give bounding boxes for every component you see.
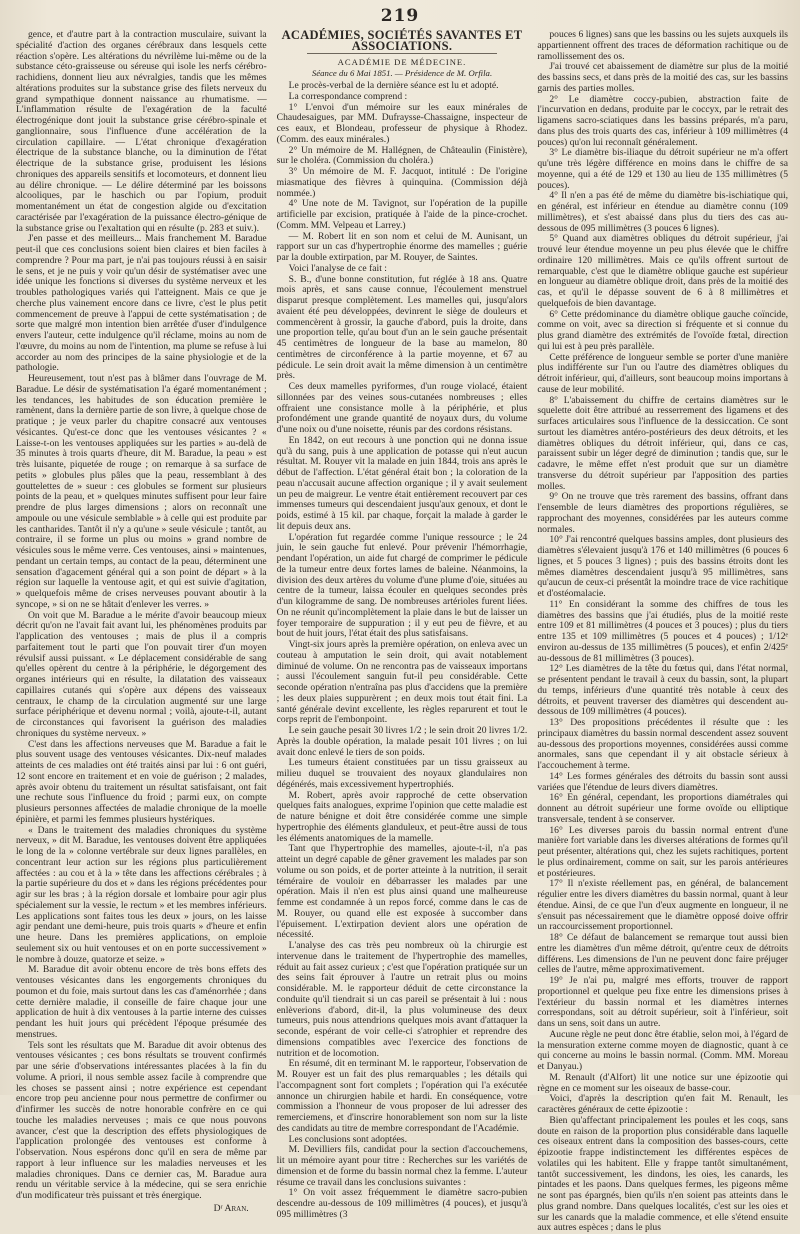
paragraph: 2° Le diamètre coccy-pubien, abstraction faite de l'incurvation en dedans, produite par le coccyx, par le retrait des ligamens sacro-sciatiques dans les bassins préparés, m'a paru, dans plus des trois quarts des cas, inférieur à 109 millimètres (4 pouces) qu'on lui reconnaît généralement.	[537, 93, 789, 148]
session-line: Séance du 6 Mai 1851. — Présidence de M. Orfila.	[311, 68, 493, 79]
right-column	[537, 29, 789, 1234]
paragraph: Ces deux mamelles pyriformes, d'un rouge violacé, étaient sillonnées par des veines sous-cutanées nombreuses ; elles offraient une consistance molle à la périphérie, et plus profondément une grande quantité de noyaux durs, du volume d'une noix ou d'une noisette, réunis par des cordons résistans.	[276, 381, 528, 435]
paragraph: 13° Des propositions précédentes il résulte que : les principaux diamètres du bassin normal descendent assez souvent au-dessous des proportions moyennes, considérées aussi comme anormales, sans que cependant il y ait obstacle sérieux à l'accouchement à terme.	[537, 717, 789, 771]
middle-column	[276, 28, 528, 1220]
paragraph: Le procès-verbal de la dernière séance est lu et adopté.	[288, 80, 499, 91]
paragraph: Voici, d'après la description qu'en fait M. Renault, les caractères généraux de cette épizootie :	[537, 1093, 789, 1115]
paragraph: L'analyse des cas très peu nombreux où la chirurgie est intervenue dans le traitement de l'hypertrophie des mamelles, réduit au fait assez curieux ; c'est que l'opération pratiquée sur un des seins fait éprouver à l'autre un retrait plus ou moins considérable. M. le rapporteur déduit de cette circonstance la conduite qu'il tiendrait si un cas pareil se présentait à lui : nous enlèverions d'abord, dit-il, la plus volumineuse des deux tumeurs, puis nous attendrions quelques mois avant d'attaquer la seconde, espérant de voir celle-ci s'atrophier et reprendre des dimensions compatibles avec l'exercice des fonctions de nutrition et de locomotion.	[276, 940, 528, 1059]
paragraph: Les tumeurs étaient constituées par un tissu graisseux au milieu duquel se trouvaient des noyaux glandulaires non dégénérés, mais excessivement hypertrophiés.	[276, 757, 528, 790]
paragraph: 4° Il n'en a pas été de même du diamètre bis-ischiatique qui, en général, est inférieur en étendue au diamètre connu (109 millimètres), et s'est abaissé dans plus du tiers des cas au-dessous de 095 millimètres (3 pouces 6 lignes).	[537, 190, 789, 234]
paragraph: La correspondance comprend :	[288, 90, 408, 102]
paragraph: Aucune règle ne peut donc être établie, selon moi, à l'égard de la mensuration externe comme moyen de diagnostic, quant à ce qui concerne au moins le bassin normal. (Comm. MM. Moreau et Danyau.)	[537, 1028, 789, 1072]
paragraph: Heureusement, tout n'est pas à blâmer dans l'ouvrage de M. Baradue. Le désir de systématisation l'a égaré momentanément ; les tendances, les habitudes de son éducation première le ramènent, dans la dernière partie de son livre, à quelque chose de pratique ; je veux parler du chapitre consacré aux ventouses vésicantes. Qu'est-ce donc que les ventouses vésicantes ? « Laisse-t-on les ventouses appliquées sur les parties » au-delà de 35 minutes à trois quarts d'heure, dit M. Baradue, la peau » est très luisante, piquetée de rouge ; on remarque à sa surface de petits » globules plus pâles que la peau, ressemblant à des gouttelettes de » sueur : ces globules se forment sur plusieurs points de la peau, et » quelques minutes suffisent pour leur faire prendre de plus larges dimensions ; alors on reconnaît une ampoule ou une vésicule semblable » à celle qui est produite par les cantharides. Tantôt il n'y a qu'une » seule vésicule ; tantôt, au contraire, il se forme un plus ou moins » grand nombre de vésicules sous le même verre. Ces ventouses, ainsi » maintenues, pendant un certain temps, au contact de la peau, déterminent une sensation d'agacement général qui a son point de départ » à la région sur laquelle la ventouse agit, et qui est suivie d'agitation, » quelquefois même de crises nerveuses pouvant aboutir à la syncope, » si on ne se hâtait d'enlever les verres. »	[16, 373, 267, 610]
paragraph: Tels sont les résultats que M. Baradue dit avoir obtenus des ventouses vésicantes ; ces bons résultats se trouvent confirmés par une série d'observations intéressantes placées à la fin du volume. A priori, il nous semble assez facile à comprendre que les choses se passent ainsi ; notre expérience est cependant encore trop peu ancienne pour nous permettre de confirmer ou d'infirmer les succès de notre honorable confrère en ce qui touche les maladies nerveuses ; mais ce que nous pouvons avancer, c'est que la description des effets physiologiques de l'application prolongée des ventouses est conforme à l'observation. Nous espérons donc qu'il en sera de même par rapport à leur influence sur les maladies nerveuses et les maladies chroniques. Dans ce dernier cas, M. Baradue aura rendu un véritable service à la médecine, qui se sera enrichie d'un modificateur très puissant et très énergique.	[16, 1039, 267, 1201]
paragraph: Cette préférence de longueur semble se porter d'une manière plus indifférente sur l'un ou l'autre des diamètres obliques du détroit inférieur, qui, d'ailleurs, sont beaucoup moins importans à cause de leur mobilité.	[537, 351, 789, 395]
paragraph: 4° Une note de M. Tavignot, sur l'opération de la pupille artificielle par excision, pratiquée à l'aide de la pince-crochet. (Comm. MM. Velpeau et Larrey.)	[276, 198, 528, 231]
left-column	[16, 29, 267, 1214]
author-signature: Dʳ Aran.	[213, 1202, 249, 1214]
paragraph: Les conclusions sont adoptées.	[288, 1133, 407, 1145]
paragraph: M. Baradue dit avoir obtenu encore de très bons effets des ventouses vésicantes dans les engorgements chroniques du poumon et du foie, mais surtout dans les cas d'aménorrhée ; dans cette dernière maladie, il conseille de faire chaque jour une application de huit à dix ventouses à la partie interne des cuisses pendant les huit jours qui précèdent l'époque présumée des menstrues.	[16, 964, 267, 1040]
paragraph: 10° J'ai rencontré quelques bassins amples, dont plusieurs des diamètres s'élevaient jusqu'à 176 et 140 millimètres (6 pouces 6 lignes, et 5 pouces 3 lignes) ; puis des bassins étroits dont les mêmes diamètres descendaient jusqu'à 95 millimètres, sans qu'aucun de ceux-ci présentât la moindre trace de vice rachitique et d'ostéomalacie.	[537, 534, 789, 599]
paragraph: Voici l'analyse de ce fait :	[288, 262, 387, 274]
paragraph: M. Devilliers fils, candidat pour la section d'accouchemens, lit un mémoire ayant pour titre : Recherches sur les variétés de dimension et de forme du bassin normal chez la femme. L'auteur résume ce travail dans les conclusions suivantes :	[276, 1144, 528, 1188]
page-number: 219	[380, 6, 420, 26]
paragraph: 9° On ne trouve que très rarement des bassins, offrant dans l'ensemble de leurs diamètres des proportions régulières, se rapprochant des moyennes, considérées par les auteurs comme normales.	[537, 491, 789, 535]
paragraph: 16° Les diverses parois du bassin normal entrent d'une manière fort variable dans les diverses altérations de formes qu'il peut présenter, altérations qui, chez les sujets rachitiques, portent le plus ordinairement, comme on sait, sur les parois antérieures et postérieures.	[537, 824, 789, 879]
paragraph: « Dans le traitement des maladies chroniques du système nerveux, » dit M. Baradue, les ventouses doivent être appliquées le long de la » colonne vertébrale sur deux lignes parallèles, en concentrant leur action sur les régions plus particulièrement affectées : au cou et à la » tête dans les affections cérébrales ; à la partie supérieure du dos et » dans les régions précédentes pour agir sur les bras ; à la région dorsale et lombaire pour agir plus spécialement sur la vessie, le rectum » et les membres inférieurs. Les applications sont faites tous les deux » jours, on les laisse agir pendant une demi-heure, puis trois quarts » d'heure et enfin une heure. Dans les premières applications, on emploie seulement six ou huit ventouses et on en porte successivement » le nombre à douze, quatorze et seize. »	[16, 824, 267, 965]
paragraph: Tant que l'hypertrophie des mamelles, ajoute-t-il, n'a pas atteint un degré capable de gêner gravement les malades par son volume ou son poids, et de porter atteinte à la nutrition, il serait téméraire de vouloir en débarrasser les malades par une opération. Mais il n'en est plus ainsi quand une malheureuse femme est condamnée à un repos forcé, comme dans le cas de M. Rouyer, ou quand elle est exposée à succomber dans l'épuisement. L'extirpation devient alors une opération de nécessité.	[276, 843, 528, 941]
paragraph: 16° En général, cependant, les proportions diamétrales qui donnent au détroit supérieur une forme ovoïde ou elliptique transversale, tendent à se conserver.	[537, 792, 789, 825]
paragraph: Bien qu'affectant principalement les poules et les coqs, sans doute en raison de la proportion plus considérable dans laquelle ces oiseaux entrent dans la composition des basses-cours, cette épizootie frappe indistinctement les différentes espèces de volatiles qui les habitent. Elle y frappe tantôt simultanément, tantôt successivement, les dindons, les oies, les canards, les pintades et les paons. Dans quelques fermes, les pigeons même ne sont pas épargnés, bien qu'ils n'en soient pas atteints dans le plus grand nombre. Dans quelques localités, c'est sur les oies et sur les canards que la maladie commence, et elle s'étend ensuite aux autres espèces ; dans le plus	[537, 1114, 789, 1234]
paragraph: 2° Un mémoire de M. Hallégnen, de Châteaulin (Finistère), sur le choléra. (Commission du choléra.)	[276, 144, 528, 167]
paragraph: 8° L'abaissement du chiffre de certains diamètres sur le squelette doit être attribué au resserrement des ligamens et des surfaces articulaires sous l'influence de la dessiccation. Ce sont surtout les diamètres antéro-postérieurs des deux détroits, et les diamètres obliques du détroit inférieur, qui, dans ce cas, paraissent subir un léger degré de diminution ; tandis que, sur le cadavre, le même effet n'est produit que sur un diamètre transverse du détroit supérieur par l'apposition des parties molles.	[537, 394, 789, 492]
paragraph: 3° Un mémoire de M. F. Jacquot, intitulé : De l'origine miasmatique des fièvres à quinquina. (Commission déjà nommée.)	[276, 166, 528, 199]
paragraph: C'est dans les affections nerveuses que M. Baradue a fait le plus souvent usage des ventouses vésicantes. Dix-neuf malades atteints de ces maladies ont été traités ainsi par lui : 6 ont guéri, 12 sont encore en traitement et en voie de guérison ; 2 malades, après avoir obtenu du traitement un résultat satisfaisant, ont fait une rechute sous l'influence du froid ; parmi eux, on compte plusieurs personnes affectées de maladie chronique de la moelle épinière, et parmi les femmes plusieurs hystériques.	[16, 738, 267, 825]
paragraph: Vingt-six jours après la première opération, on enleva avec un couteau à amputation le sein droit, qui avait notablement diminué de volume. On ne rencontra pas de vaisseaux importans ; aussi l'écoulement sanguin fut-il peu considérable. Cette seconde opération n'entraîna pas plus d'accidens que la première ; les deux plaies suppurèrent ; en deux mois tout était fini. La santé générale devint excellente, les règles reparurent et tout le corps reprit de l'embonpoint.	[276, 639, 528, 726]
paragraph: 1° L'envoi d'un mémoire sur les eaux minérales de Chaudesaigues, par MM. Dufraysse-Chassaigne, inspecteur de ces eaux, et Blondeau, professeur de physique à Rhodez. (Comm. des eaux minérales.)	[276, 101, 528, 145]
paragraph: S. B., d'une bonne constitution, fut réglée à 18 ans. Quatre mois après, et sans cause connue, l'écoulement menstruel disparut presque complètement. Les mamelles qui, jusqu'alors avaient été peu développées, devinrent le siège de douleurs et commencèrent à grossir, la gauche d'abord, puis la droite, dans une proportion telle, qu'au bout d'un an le sein gauche présentait 45 centimètres de longueur de la base au mamelon, 80 centimètres de circonférence à la partie moyenne, et 67 au pédicule. Le sein droit avait la même dimension à un centimètre près.	[276, 273, 528, 382]
academy-name: ACADÉMIE DE MÉDECINE.	[337, 56, 467, 67]
paragraph: M. Robert, après avoir rapproché de cette observation quelques faits analogues, exprime l'opinion que cette maladie est de nature bénigne et doit être considérée comme une simple hypertrophie des éléments glanduleux, et peut-être aussi de tous les éléments anatomiques de la mamelle.	[276, 789, 528, 844]
paragraph: En 1842, on eut recours à une ponction qui ne donna issue qu'à du sang, puis à une application de potasse qui n'eut aucun résultat. M. Rouyer vit la malade en juin 1844, trois ans après le début de l'affection. L'état général était bon ; la coloration de la peau n'accusait aucune affection organique ; il y avait seulement un peu de maigreur. Le ventre était entièrement recouvert par ces immenses tumeurs qui descendaient jusqu'aux genoux, et dont le poids, estimé à 15 kil. par chaque, forçait la malade à garder le lit depuis deux ans.	[276, 434, 528, 532]
paragraph: 18° Ce défaut de balancement se remarque tout aussi bien entre les diamètres d'un même détroit, qu'entre ceux de détroits différens. Les dimensions de l'un ne peuvent donc faire préjuger celles de l'autre, même approximativement.	[537, 932, 789, 976]
paragraph: J'en passe et des meilleurs... Mais franchement M. Baradue peut-il que ces conclusions soient bien claires et bien faciles à comprendre ? Pour ma part, je n'ai pas toujours réussi à en saisir le sens, et je ne puis y voir qu'un désir de systématiser avec une idée unique les fonctions si diverses du système nerveux et les troubles pathologiques variés qui l'atteignent. Mais ce que je cherche plus vainement encore dans ce livre, c'est le plus petit commencement de preuve à l'appui de cette systématisation ; de sorte que malgré mon intention bien arrêtée d'user d'indulgence envers l'auteur, cette indulgence qu'il réclame, moins au nom de l'œuvre, du moins au nom de l'intention, ma plume se refuse à lui accorder au nom des principes de la saine physiologie et de la pathologie.	[16, 233, 267, 374]
paragraph: pouces 6 lignes) sans que les bassins ou les sujets auxquels ils appartiennent offrent des traces de déformation rachitique ou de ramollissement des os.	[537, 29, 789, 62]
paragraph: L'opération fut regardée comme l'unique ressource ; le 24 juin, le sein gauche fut enlevé. Pour prévenir l'hémorrhagie, pendant l'opération, un aide fut chargé de comprimer le pédicule de la tumeur entre deux fortes lames de baleine. Néanmoins, la division des deux artères du volume d'une plume d'oie, situées au centre de la tumeur, laissa écouler en quelques secondes près d'un kilogramme de sang. De nombreuses artérioles furent liées. On ne réunit qu'incomplètement la plaie dans le but de laisser un foyer temporaire de suppuration ; il y eut peu de fièvre, et au bout de huit jours, l'état était des plus satisfaisans.	[276, 531, 528, 640]
middle-column-body	[277, 81, 528, 1221]
paragraph: 6° Cette prédominance du diamètre oblique gauche coïncide, comme on voit, avec sa direction si fréquente et si connue du plus grand diamètre des extrémités de l'ovoïde fœtal, direction qui lui est à peu près parallèle.	[537, 308, 789, 352]
paragraph: 11° En considérant la somme des chiffres de tous les diamètres des bassins que j'ai étudiés, plus de la moitié reste entre 109 et 81 millimètres (4 pouces et 3 pouces) ; plus du tiers entre 135 et 109 millimètres (5 pouces et 4 pouces) ; 1/12ᵉ environ au-dessus de 135 millimètres (5 pouces), et enfin 2/425ᵉ au-dessous de 81 millimètres (3 pouces).	[537, 598, 789, 664]
paragraph: Le sein gauche pesait 30 livres 1/2 ; le sein droit 20 livres 1/2. Après la double opération, la malade pesait 101 livres ; on lui avait donc enlevé le tiers de son poids.	[276, 725, 528, 758]
text-columns	[16, 28, 789, 1234]
paragraph: 1° On voit assez fréquemment le diamètre sacro-pubien descendre au-dessous de 109 millimètres (4 pouces), et jusqu'à 095 millimètres (3	[276, 1187, 528, 1220]
paragraph: 17° Il n'existe réellement pas, en général, de balancement régulier entre les divers diamètres du bassin normal, quant à leur étendue. Ainsi, de ce que l'un d'eux augmente en longueur, il ne s'ensuit pas nécessairement que le diamètre opposé doive offrir un raccourcissement proportionnel.	[537, 878, 789, 933]
paragraph: M. Renault (d'Alfort) lit une notice sur une épizootie qui règne en ce moment sur les oiseaux de basse-cour.	[537, 1071, 789, 1094]
paragraph: J'ai trouvé cet abaissement de diamètre sur plus de la moitié des bassins secs, et dans près de la moitié des cas, sur les bassins garnis des parties molles.	[537, 61, 789, 94]
paragraph: 5° Quand aux diamètres obliques du détroit supérieur, j'ai trouvé leur étendue moyenne un peu plus élevée que le chiffre ordinaire 120 millimètres. Mais ce qu'ils offrent surtout de remarquable, c'est que le diamètre oblique gauche est supérieur en longueur au diamètre oblique droit, dans près de la moitié des cas, et qu'il le dépasse souvent de 6 à 8 millimètres et quelquefois de bien davantage.	[537, 233, 789, 309]
paragraph: 14° Les formes générales des détroits du bassin sont aussi variées que l'étendue de leurs divers diamètres.	[537, 770, 789, 793]
paragraph: 19° Je n'ai pu, malgré mes efforts, trouver de rapport proportionnel et quelque peu fixe entre les dimensions prises à l'extérieur du bassin normal et les diamètres internes correspondans, soit au détroit supérieur, soit à l'inférieur, soit dans un sens, soit dans un autre.	[537, 975, 789, 1029]
paragraph: On voit que M. Baradue a le mérite d'avoir beaucoup mieux décrit qu'on ne l'avait fait avant lui, les phénomènes produits par l'application des ventouses ; mais de plus il a compris parfaitement tout le parti que l'on pouvait tirer d'un moyen révulsif aussi puissant. « Le déplacement considérable de sang qu'elles opèrent du centre à la périphérie, le dégorgement des organes intérieurs qui en résulte, la dilatation des vaisseaux capillaires cutanés qui s'opère aux dépens des vaisseaux centraux, le champ de la circulation augmenté sur une large surface périphérique et devenu normal ; voilà, ajoute-t-il, autant de circonstances qui favorisent la guérison des maladies chroniques du système nerveux. »	[16, 609, 267, 739]
paragraph: 3° Le diamètre bis-iliaque du détroit supérieur ne m'a offert qu'une très légère différence en moins dans le chiffre de sa moyenne, qui a été de 129 et 130 au lieu de 135 millimètres (5 pouces).	[537, 147, 789, 191]
paragraph: — M. Robert lit en son nom et celui de M. Aunisant, un rapport sur un cas d'hypertrophie énorme des mamelles ; guérie par la double extirpation, par M. Rouyer, de Saintes.	[276, 230, 528, 263]
paragraph: 12° Les diamètres de la tête du fœtus qui, dans l'état normal, se présentent pendant le travail à ceux du bassin, sont, la plupart du temps, inférieurs d'une quantité très notable à ceux des détroits, et peuvent traverser des diamètres qui descendent au-dessous de 109 millimètres (4 pouces).	[537, 663, 789, 718]
paragraph: En résumé, dit en terminant M. le rapporteur, l'observation de M. Rouyer est un fait des plus remarquables ; les détails qui l'accompagnent sont fort complets ; l'opération qui l'a exécutée annonce un chirurgien habile et hardi. En conséquence, votre commission a l'honneur de vous proposer de lui adresser des remerciemens, et d'inscrire honorablement son nom sur la liste des candidats au titre de membre correspondant de l'Académie.	[276, 1058, 528, 1134]
section-title: ACADÉMIES, SOCIÉTÉS SAVANTES ET ASSOCIATIONS.	[281, 28, 523, 53]
paragraph: gence, et d'autre part à la contraction musculaire, suivant la spécialité d'action des organes cérébraux dans lesquels cette réaction s'opère. Les altérations du névrilème lui-même ou de la substance céto-graisseuse ou séreuse qui isole les nerfs cérébro-rachidiens, donnent lieu aux névralgies, tandis que les mêmes altérations produites sur la substance grise des filets nerveux du grand sympathique donnent naissance au rhumatisme. — L'inflammation résulte de l'exagération de la faculté électrogénique dont jouit la substance grise cérébro-spinale et ganglionnaire, sous l'influence d'une accélération de la circulation capillaire. — L'état chronique d'exagération électrique de la substance blanche, ou la diminution de l'état électrique de la substance grise, produisent les lésions chroniques des appareils sensitifs et locomoteurs, et donnent lieu au délire chronique. — Le délire déterminé par les boissons alcooliques, par le haschich ou par l'opium, produit momentanément un état de congestion algide ou d'excitation caractérisée par l'exagération de la puissance électro-génique de la substance grise ou l'exaltation qui en résulte (p. 283 et suiv.).	[16, 29, 267, 234]
